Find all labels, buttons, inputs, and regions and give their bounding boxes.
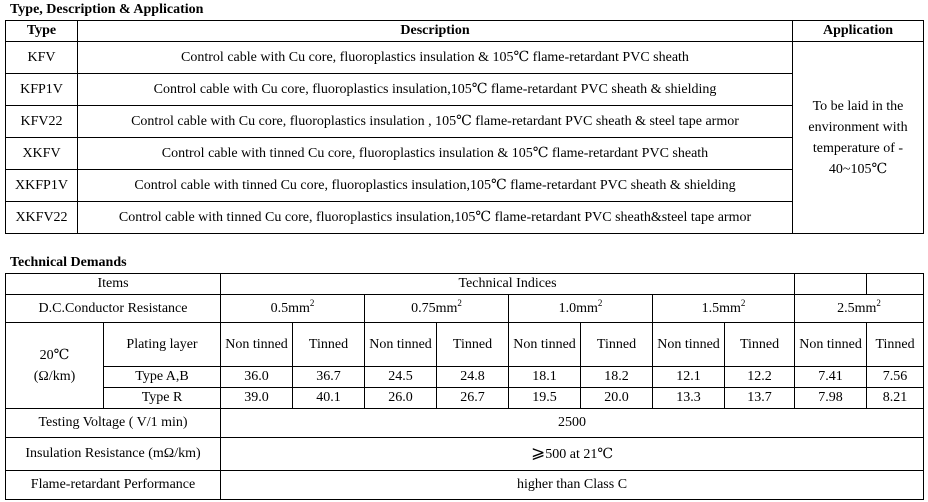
items-header: Items (6, 274, 221, 295)
unit-label: (Ω/km) (33, 368, 76, 384)
non-tinned-header: Non tinned (653, 323, 725, 367)
value-cell: 24.8 (437, 367, 509, 388)
description-cell: Control cable with tinned Cu core, fluoroplastics insulation,105℃ flame-retardant PVC sheath & shielding (78, 170, 793, 202)
flame-retardant-label: Flame-retardant Performance (6, 471, 221, 500)
row-label-type-r: Type R (104, 388, 221, 409)
value-cell: 12.1 (653, 367, 725, 388)
value-cell: 39.0 (221, 388, 293, 409)
technical-demands-table (5, 273, 924, 500)
non-tinned-header: Non tinned (221, 323, 293, 367)
testing-voltage-label: Testing Voltage ( V/1 min) (6, 409, 221, 438)
description-cell: Control cable with tinned Cu core, fluoroplastics insulation,105℃ flame-retardant PVC sheath&steel tape armor (78, 202, 793, 234)
description-cell: Control cable with Cu core, fluoroplastics insulation & 105℃ flame-retardant PVC sheath (78, 42, 793, 74)
tinned-header: Tinned (867, 323, 924, 367)
tinned-header: Tinned (725, 323, 795, 367)
value-cell: 8.21 (867, 388, 924, 409)
type-description-table (5, 20, 924, 234)
value-cell: 24.5 (365, 367, 437, 388)
value-cell: 36.0 (221, 367, 293, 388)
tinned-header: Tinned (293, 323, 365, 367)
temperature-label: 20℃ (39, 347, 70, 363)
flame-retardant-value: higher than Class C (221, 471, 924, 500)
description-cell: Control cable with Cu core, fluoroplastics insulation,105℃ flame-retardant PVC sheath & shielding (78, 74, 793, 106)
empty-cell (867, 274, 924, 295)
type-cell: XKFP1V (6, 170, 78, 202)
application-cell: To be laid in the environment with temperature of - 40~105℃ (793, 42, 924, 234)
value-cell: 13.7 (725, 388, 795, 409)
value-cell: 7.41 (795, 367, 867, 388)
description-cell: Control cable with tinned Cu core, fluoroplastics insulation & 105℃ flame-retardant PVC sheath (78, 138, 793, 170)
size-1-5: $1.5mm^2$ (653, 295, 795, 323)
type-cell: KFV (6, 42, 78, 74)
value-cell: 12.2 (725, 367, 795, 388)
value-cell: 18.1 (509, 367, 581, 388)
description-cell: Control cable with Cu core, fluoroplastics insulation , 105℃ flame-retardant PVC sheath & steel tape armor (78, 106, 793, 138)
value-cell: 7.98 (795, 388, 867, 409)
tinned-header: Tinned (437, 323, 509, 367)
row-label-type-ab: Type A,B (104, 367, 221, 388)
size-0-5: $0.5mm^2$ (221, 295, 365, 323)
non-tinned-header: Non tinned (795, 323, 867, 367)
tinned-header: Tinned (581, 323, 653, 367)
type-cell: XKFV22 (6, 202, 78, 234)
section-title-technical-demands: Technical Demands (10, 255, 127, 270)
resistance-unit-cell (6, 323, 104, 409)
value-cell: 18.2 (581, 367, 653, 388)
non-tinned-header: Non tinned (365, 323, 437, 367)
insulation-resistance-value: ⩾500 at 21℃ (221, 438, 924, 471)
insulation-resistance-label: Insulation Resistance (mΩ/km) (6, 438, 221, 471)
type-cell: KFP1V (6, 74, 78, 106)
testing-voltage-value: 2500 (221, 409, 924, 438)
header-description: Description (78, 21, 793, 42)
section-title-type-description: Type, Description & Application (10, 2, 204, 17)
dc-resistance-label: D.C.Conductor Resistance (6, 295, 221, 323)
technical-indices-header: Technical Indices (221, 274, 795, 295)
value-cell: 7.56 (867, 367, 924, 388)
value-cell: 26.7 (437, 388, 509, 409)
value-cell: 36.7 (293, 367, 365, 388)
value-cell: 26.0 (365, 388, 437, 409)
value-cell: 20.0 (581, 388, 653, 409)
type-cell: XKFV (6, 138, 78, 170)
value-cell: 13.3 (653, 388, 725, 409)
plating-layer-label: Plating layer (104, 323, 221, 367)
header-application: Application (793, 21, 924, 42)
header-type: Type (6, 21, 78, 42)
size-0-75: $0.75mm^2$ (365, 295, 509, 323)
non-tinned-header: Non tinned (509, 323, 581, 367)
value-cell: 40.1 (293, 388, 365, 409)
size-2-5: $2.5mm^2$ (795, 295, 924, 323)
empty-cell (795, 274, 867, 295)
value-cell: 19.5 (509, 388, 581, 409)
type-cell: KFV22 (6, 106, 78, 138)
size-1-0: $1.0mm^2$ (509, 295, 653, 323)
